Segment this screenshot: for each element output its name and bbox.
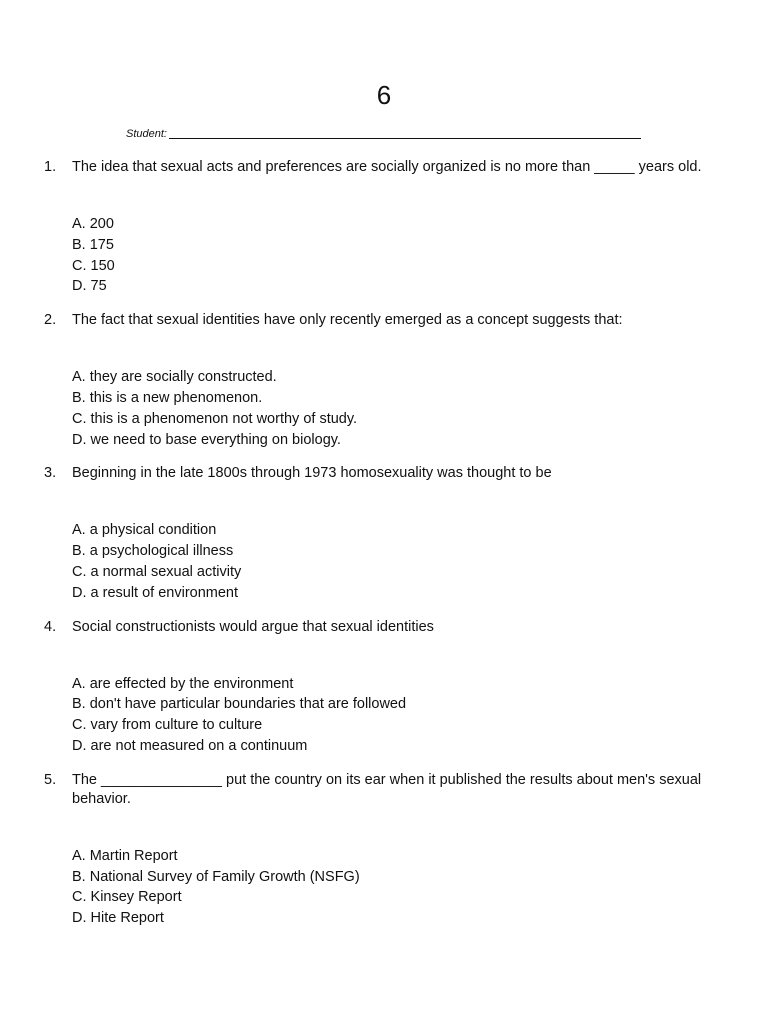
question-number: 3. — [44, 465, 57, 482]
answer-option: D. 75 — [72, 278, 107, 295]
answer-options — [72, 674, 704, 757]
answer-option: A. they are socially constructed. — [72, 369, 277, 386]
answer-option: B. a psychological illness — [72, 543, 234, 560]
question-stem — [44, 771, 704, 809]
answer-options — [72, 367, 704, 450]
answer-option: C. 150 — [72, 257, 115, 274]
question-stem — [44, 618, 704, 637]
question-text: Social constructionists would argue that sexual identities — [72, 618, 434, 635]
student-name-blank — [169, 138, 641, 139]
question — [44, 771, 704, 929]
answer-option: D. Hite Report — [72, 910, 164, 927]
answer-option: A. Martin Report — [72, 847, 178, 864]
answer-options — [72, 846, 704, 929]
question — [44, 618, 704, 757]
answer-option: B. don't have particular boundaries that are followed — [72, 696, 407, 713]
student-label: Student: — [126, 128, 167, 140]
answer-options — [72, 214, 704, 297]
answer-option: D. a result of environment — [72, 584, 239, 601]
question-text: Beginning in the late 1800s through 1973 homosexuality was thought to be — [72, 465, 552, 482]
answer-option: C. Kinsey Report — [72, 889, 182, 906]
answer-option: C. a normal sexual activity — [72, 563, 242, 580]
question-stem — [44, 158, 704, 177]
answer-option: D. are not measured on a continuum — [72, 737, 308, 754]
answer-option: B. 175 — [72, 236, 114, 253]
question — [44, 464, 704, 603]
question-text: The _______________ put the country on its ear when it published the results about men's sexual behavior. — [72, 771, 702, 807]
question-number: 2. — [44, 312, 57, 329]
question-list — [44, 158, 704, 943]
question-stem — [44, 311, 704, 330]
answer-option: B. National Survey of Family Growth (NSFG) — [72, 868, 360, 885]
question — [44, 158, 704, 297]
answer-option: C. vary from culture to culture — [72, 717, 263, 734]
question-stem — [44, 464, 704, 483]
answer-options — [72, 520, 704, 603]
page-number: 6 — [376, 80, 392, 110]
question-number: 5. — [44, 771, 57, 788]
question-number: 1. — [44, 159, 57, 175]
question-text: The fact that sexual identities have only recently emerged as a concept suggests that: — [72, 312, 623, 329]
answer-option: A. 200 — [72, 216, 114, 232]
student-line — [126, 127, 641, 141]
question — [44, 311, 704, 450]
answer-option: A. are effected by the environment — [72, 675, 294, 692]
answer-option: B. this is a new phenomenon. — [72, 389, 263, 406]
question-text: The idea that sexual acts and preferences are socially organized is no more than _____ years old. — [72, 159, 702, 175]
answer-option: A. a physical condition — [72, 522, 217, 539]
answer-option: C. this is a phenomenon not worthy of study. — [72, 410, 358, 427]
answer-option: D. we need to base everything on biology. — [72, 431, 341, 448]
question-number: 4. — [44, 618, 57, 635]
